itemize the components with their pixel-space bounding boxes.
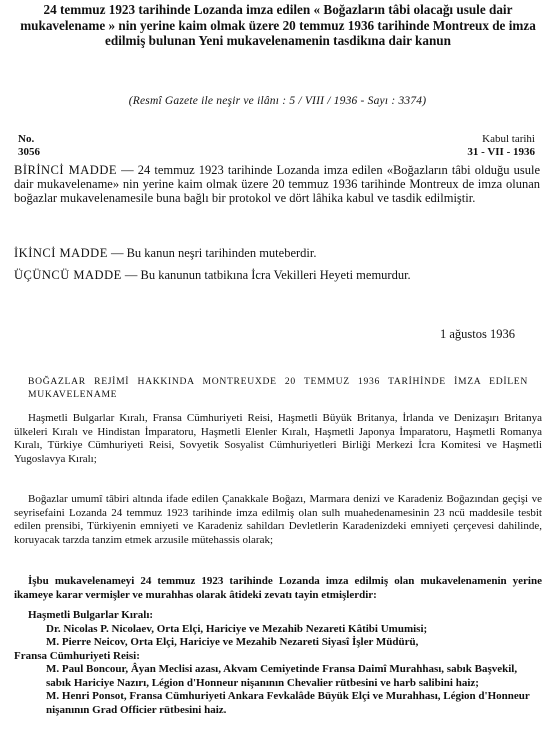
list-item: M. Pierre Neicov, Orta Elçi, Hariciye ve Mezahib Nezareti Siyasî İşler Müdürü, xyxy=(46,636,419,648)
preamble-decision: İşbu mukavelenameyi 24 temmuz 1923 tarihinde Lozanda imza edilmiş olan mukavelenamenin yerine ikameye karar vermişler ve murahhas olarak âtideki zevatı tayin etmişlerdir: xyxy=(14,575,542,601)
list-item: Fransa Cümhuriyeti Reisi: xyxy=(14,649,140,662)
article-2-heading: İKİNCİ MADDE xyxy=(14,246,108,260)
article-2 xyxy=(14,246,540,260)
signature-date: 1 ağustos 1936 xyxy=(440,327,515,341)
adoption-date-label: Kabul tarihi xyxy=(482,133,535,145)
article-3 xyxy=(14,268,540,282)
law-number-block xyxy=(18,133,40,159)
gazette-reference: (Resmî Gazete ile neşir ve ilânı : 5 / VIII / 1936 - Sayı : 3374) xyxy=(128,95,427,107)
article-3-heading: ÜÇÜNCÜ MADDE xyxy=(14,268,122,282)
law-number: 3056 xyxy=(18,146,40,158)
convention-heading: BOĞAZLAR REJİMİ HAKKINDA MONTREUXDE 20 TEMMUZ 1936 TARİHİNDE İMZA EDİLEN MUKAVELENAME xyxy=(28,376,528,400)
preamble-purpose: Boğazlar umumî tâbiri altında ifade edilen Çanakkale Boğazı, Marmara denizi ve Karadeniz Boğazından geçişi ve seyrisefaini Lozanda 24 temmuz 1923 tarihinde imza edilmiş olan sulh muahedenamesinin 23 ncü maddesile tesbit edilen prensibi, Türkiyenin emniyeti ve Karadeniz sahildarı Devletlerin Karadenizdeki emniyeti çerçevesi dahilinde, koruyacak tarzda tanzim etmek arzusile mütehassis olarak; xyxy=(14,493,542,546)
delegates-list xyxy=(14,609,538,717)
preamble-parties: Haşmetli Bulgarlar Kıralı, Fransa Cümhuriyeti Reisi, Haşmetli Büyük Britanya, İrlanda ve Denizaşırı Britanya ülkeleri Kıralı ve Hindistan İmparatoru, Haşmetli Elenler Kıralı, Haşmetli Japonya İmparatoru, Haşmetli Romanya Kıralı, Türkiye Cümhuriyeti Reisi, Sovyetik Sosyalist Cümhuriyetleri Birliği Merkezi İcra Komitesi ve Haşmetli Yugoslavya Kıralı; xyxy=(14,412,542,465)
list-item: Haşmetli Bulgarlar Kıralı: xyxy=(28,609,154,621)
article-2-text: — Bu kanun neşri tarihinden muteberdir. xyxy=(107,246,317,260)
list-item: M. Paul Boncour, Âyan Meclisi azası, Akvam Cemiyetinde Fransa Daimî Murahhası, sabık Başvekil, sabık Hariciye Nazırı, Légion d'Honneur nişanının Chevalier rütbesini ve harb salibini haiz; xyxy=(46,663,518,689)
list-item: M. Henri Ponsot, Fransa Cümhuriyeti Ankara Fevkalâde Büyük Elçi ve Murahhası, Légion d'Honneur nişanının Grad Officier rütbesini haiz. xyxy=(46,690,530,716)
adoption-date-block xyxy=(467,133,535,159)
article-1-text: — 24 temmuz 1923 tarihinde Lozanda imza edilen «Boğazların tâbi olduğu usule dair mukavelename» nin yerine kaim olmak üzere 20 temmuz 1936 tarihinde Montreux de imza olunan boğazlar mukavelenamesile buna bağlı bir protokol ve dört lâhika kabul ve tasdik edilmiştir. xyxy=(14,163,541,205)
law-number-label: No. xyxy=(18,133,35,145)
law-title: 24 temmuz 1923 tarihinde Lozanda imza edilen « Boğazların tâbi olacağı usule dair mukavelename » nin yerine kaim olmak üzere 20 temmuz 1936 tarihinde Montreux de imza edilmiş bulunan Yeni mukavelenamenin tasdikına dair kanun xyxy=(20,2,536,48)
article-3-text: — Bu kanunun tatbikına İcra Vekilleri Heyeti memurdur. xyxy=(121,268,411,282)
list-item: Dr. Nicolas P. Nicolaev, Orta Elçi, Hariciye ve Mezahib Nezareti Kâtibi Umumisi; xyxy=(46,622,428,635)
article-1-heading: BİRİNCİ MADDE xyxy=(14,163,117,177)
article-1 xyxy=(14,163,540,205)
adoption-date: 31 - VII - 1936 xyxy=(467,146,535,158)
